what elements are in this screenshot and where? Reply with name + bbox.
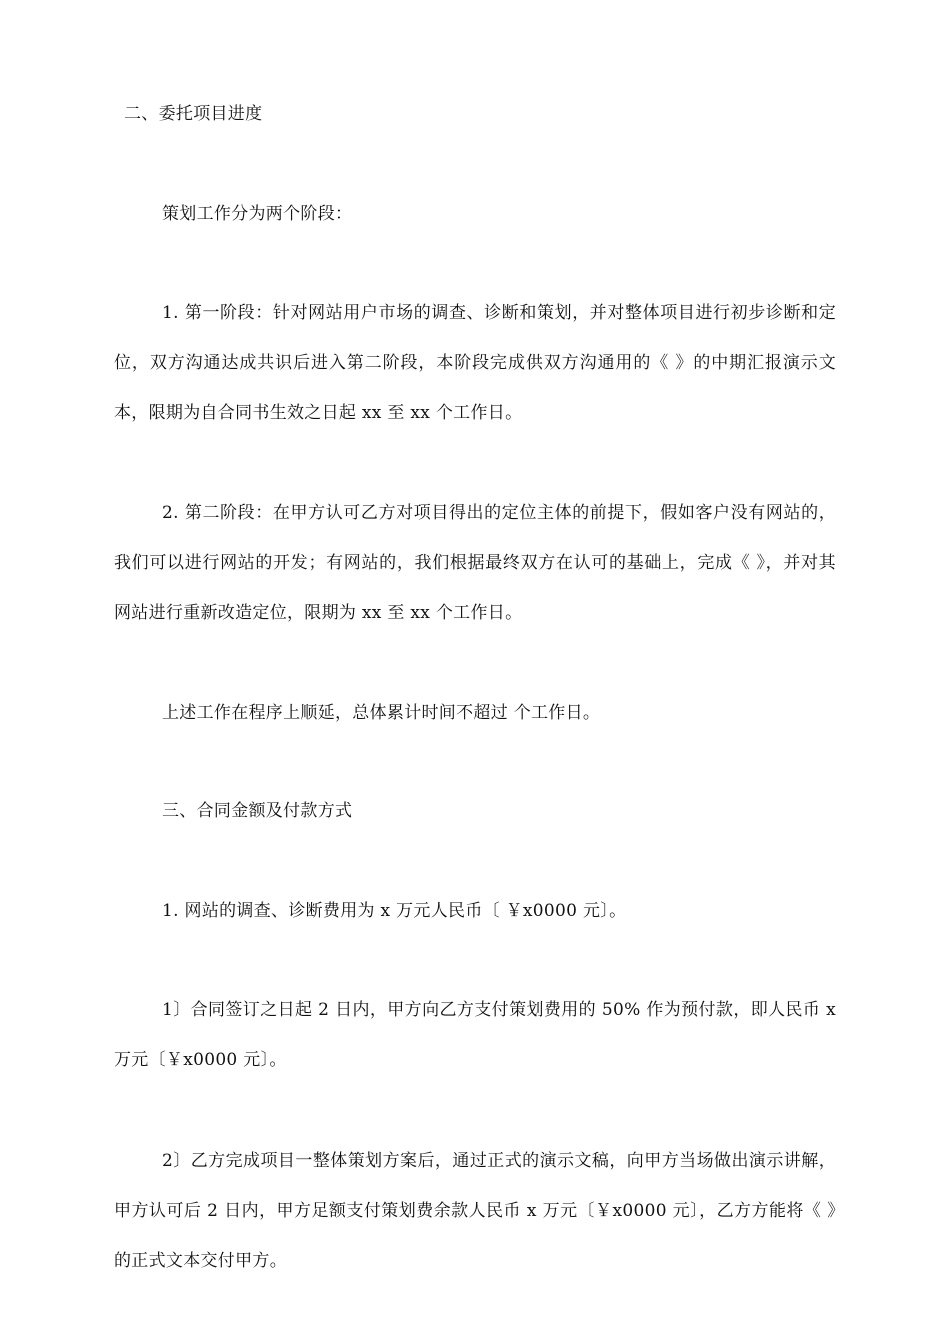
payment-2-paragraph: 2〕乙方完成项目一整体策划方案后，通过正式的演示文稿，向甲方当场做出演示讲解，甲方认可后 2 日内，甲方足额支付策划费余款人民币 x 万元〔￥x0000 元〕，乙方方能将《 》的正式文本交付甲方。 xyxy=(114,1151,836,1271)
stage-2-paragraph: 2. 第二阶段：在甲方认可乙方对项目得出的定位主体的前提下，假如客户没有网站的，我们可以进行网站的开发；有网站的，我们根据最终双方在认可的基础上，完成《 》，并对其网站进行重新改造定位，限期为 xx 至 xx 个工作日。 xyxy=(114,503,836,623)
section-heading-2: 二、委托项目进度 xyxy=(124,104,263,124)
intro-paragraph: 策划工作分为两个阶段： xyxy=(162,204,353,224)
stage-1-paragraph: 1. 第一阶段：针对网站用户市场的调查、诊断和策划，并对整体项目进行初步诊断和定位，双方沟通达成共识后进入第二阶段，本阶段完成供双方沟通用的《 》的中期汇报演示文本，限期为自合同书生效之日起 xx 至 xx 个工作日。 xyxy=(114,303,836,423)
section-heading-3: 三、合同金额及付款方式 xyxy=(162,801,353,821)
fee-paragraph: 1. 网站的调查、诊断费用为 x 万元人民币〔 ￥x0000 元〕。 xyxy=(162,901,627,921)
summary-paragraph: 上述工作在程序上顺延，总体累计时间不超过 个工作日。 xyxy=(162,703,601,723)
payment-1-paragraph: 1〕合同签订之日起 2 日内，甲方向乙方支付策划费用的 50% 作为预付款，即人民币 x 万元〔￥x0000 元〕。 xyxy=(114,1000,836,1070)
